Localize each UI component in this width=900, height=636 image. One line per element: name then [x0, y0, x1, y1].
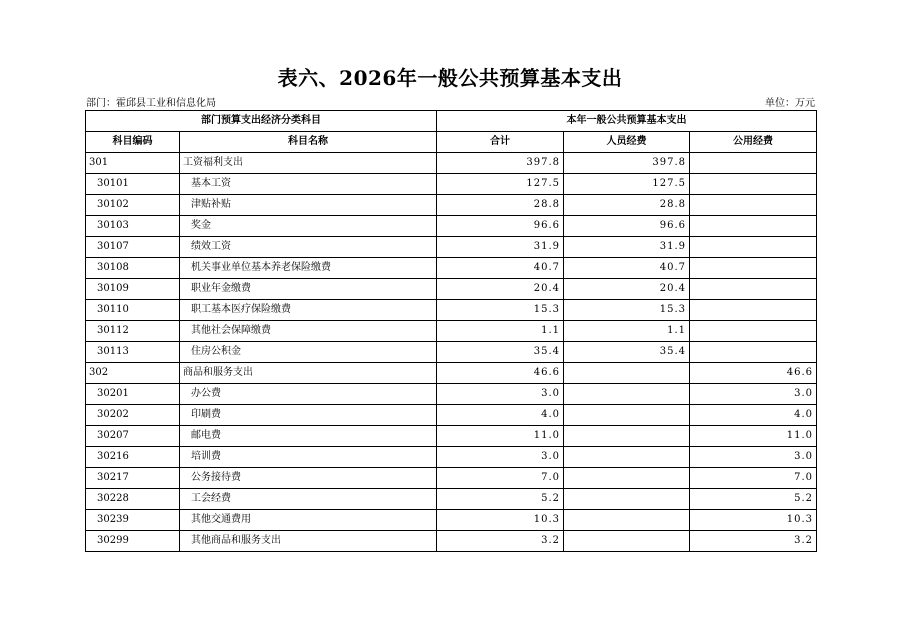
- cell-name: 商品和服务支出: [180, 363, 437, 384]
- cell-name: 办公费: [180, 384, 437, 405]
- cell-name: 公务接待费: [180, 468, 437, 489]
- cell-total: 127.5: [437, 174, 564, 195]
- cell-public: 3.0: [690, 447, 817, 468]
- cell-code: 30110: [86, 300, 180, 321]
- cell-name: 住房公积金: [180, 342, 437, 363]
- cell-personnel: 1.1: [564, 321, 690, 342]
- cell-code: 30202: [86, 405, 180, 426]
- cell-code: 30239: [86, 510, 180, 531]
- cell-total: 40.7: [437, 258, 564, 279]
- group-header-row: [86, 111, 817, 132]
- table-row: [86, 363, 817, 384]
- page-title: 表六、2026年一般公共预算基本支出: [277, 66, 623, 90]
- cell-public: [690, 237, 817, 258]
- cell-name: 其他交通费用: [180, 510, 437, 531]
- table-row: [86, 468, 817, 489]
- cell-total: 3.0: [437, 384, 564, 405]
- cell-code: 30299: [86, 531, 180, 552]
- table-row: [86, 426, 817, 447]
- cell-code: 30108: [86, 258, 180, 279]
- group-header-economic-classification: 部门预算支出经济分类科目: [86, 111, 437, 132]
- cell-personnel: 31.9: [564, 237, 690, 258]
- cell-name: 津贴补贴: [180, 195, 437, 216]
- cell-public: 10.3: [690, 510, 817, 531]
- cell-total: 11.0: [437, 426, 564, 447]
- cell-public: 11.0: [690, 426, 817, 447]
- column-header-row: [86, 132, 817, 153]
- table-row: [86, 300, 817, 321]
- cell-name: 培训费: [180, 447, 437, 468]
- cell-name: 工资福利支出: [180, 153, 437, 174]
- cell-public: [690, 153, 817, 174]
- cell-personnel: [564, 405, 690, 426]
- cell-code: 30113: [86, 342, 180, 363]
- cell-public: 4.0: [690, 405, 817, 426]
- table-row: [86, 258, 817, 279]
- column-header-name: 科目名称: [180, 132, 437, 153]
- cell-total: 31.9: [437, 237, 564, 258]
- column-header-public: 公用经费: [690, 132, 817, 153]
- table-row: [86, 195, 817, 216]
- cell-name: 职工基本医疗保险缴费: [180, 300, 437, 321]
- cell-personnel: [564, 384, 690, 405]
- cell-personnel: [564, 426, 690, 447]
- table-row: [86, 447, 817, 468]
- cell-code: 30107: [86, 237, 180, 258]
- cell-code: 30102: [86, 195, 180, 216]
- cell-public: [690, 174, 817, 195]
- cell-name: 其他商品和服务支出: [180, 531, 437, 552]
- cell-personnel: [564, 489, 690, 510]
- cell-personnel: 127.5: [564, 174, 690, 195]
- table-row: [86, 237, 817, 258]
- cell-name: 工会经费: [180, 489, 437, 510]
- budget-table: [85, 110, 817, 552]
- cell-total: 4.0: [437, 405, 564, 426]
- cell-code: 30216: [86, 447, 180, 468]
- cell-total: 7.0: [437, 468, 564, 489]
- cell-public: 3.0: [690, 384, 817, 405]
- cell-name: 职业年金缴费: [180, 279, 437, 300]
- cell-code: 301: [86, 153, 180, 174]
- cell-name: 邮电费: [180, 426, 437, 447]
- table-row: [86, 279, 817, 300]
- cell-name: 基本工资: [180, 174, 437, 195]
- group-header-basic-expenditure: 本年一般公共预算基本支出: [437, 111, 817, 132]
- column-header-code: 科目编码: [86, 132, 180, 153]
- table-body: [86, 153, 817, 552]
- cell-name: 机关事业单位基本养老保险缴费: [180, 258, 437, 279]
- table-row: [86, 216, 817, 237]
- cell-personnel: [564, 510, 690, 531]
- cell-total: 96.6: [437, 216, 564, 237]
- table-row: [86, 153, 817, 174]
- cell-public: [690, 195, 817, 216]
- cell-total: 397.8: [437, 153, 564, 174]
- cell-name: 其他社会保障缴费: [180, 321, 437, 342]
- cell-personnel: [564, 531, 690, 552]
- cell-personnel: [564, 363, 690, 384]
- cell-code: 30101: [86, 174, 180, 195]
- table-row: [86, 384, 817, 405]
- cell-code: 30112: [86, 321, 180, 342]
- column-header-total: 合计: [437, 132, 564, 153]
- cell-public: 5.2: [690, 489, 817, 510]
- cell-public: [690, 258, 817, 279]
- unit-label: 单位：万元: [765, 98, 815, 109]
- cell-personnel: 40.7: [564, 258, 690, 279]
- cell-personnel: [564, 447, 690, 468]
- cell-name: 奖金: [180, 216, 437, 237]
- cell-code: 30217: [86, 468, 180, 489]
- cell-public: 46.6: [690, 363, 817, 384]
- cell-public: [690, 300, 817, 321]
- table-row: [86, 321, 817, 342]
- cell-public: [690, 342, 817, 363]
- cell-total: 28.8: [437, 195, 564, 216]
- table-row: [86, 405, 817, 426]
- cell-total: 20.4: [437, 279, 564, 300]
- table-row: [86, 342, 817, 363]
- table-row: [86, 510, 817, 531]
- column-header-personnel: 人员经费: [564, 132, 690, 153]
- cell-code: 30103: [86, 216, 180, 237]
- cell-personnel: [564, 468, 690, 489]
- cell-personnel: 28.8: [564, 195, 690, 216]
- cell-public: [690, 279, 817, 300]
- cell-total: 35.4: [437, 342, 564, 363]
- cell-public: 7.0: [690, 468, 817, 489]
- cell-total: 5.2: [437, 489, 564, 510]
- cell-personnel: 20.4: [564, 279, 690, 300]
- cell-personnel: 397.8: [564, 153, 690, 174]
- cell-code: 30228: [86, 489, 180, 510]
- cell-personnel: 15.3: [564, 300, 690, 321]
- cell-total: 15.3: [437, 300, 564, 321]
- table-row: [86, 489, 817, 510]
- cell-name: 印刷费: [180, 405, 437, 426]
- table-row: [86, 531, 817, 552]
- cell-personnel: 35.4: [564, 342, 690, 363]
- cell-name: 绩效工资: [180, 237, 437, 258]
- cell-total: 1.1: [437, 321, 564, 342]
- cell-code: 30207: [86, 426, 180, 447]
- table-row: [86, 174, 817, 195]
- department-label: 部门：霍邱县工业和信息化局: [86, 98, 216, 109]
- cell-code: 30201: [86, 384, 180, 405]
- cell-public: 3.2: [690, 531, 817, 552]
- cell-total: 3.0: [437, 447, 564, 468]
- cell-code: 302: [86, 363, 180, 384]
- cell-code: 30109: [86, 279, 180, 300]
- cell-public: [690, 321, 817, 342]
- cell-total: 46.6: [437, 363, 564, 384]
- cell-total: 3.2: [437, 531, 564, 552]
- cell-public: [690, 216, 817, 237]
- cell-total: 10.3: [437, 510, 564, 531]
- cell-personnel: 96.6: [564, 216, 690, 237]
